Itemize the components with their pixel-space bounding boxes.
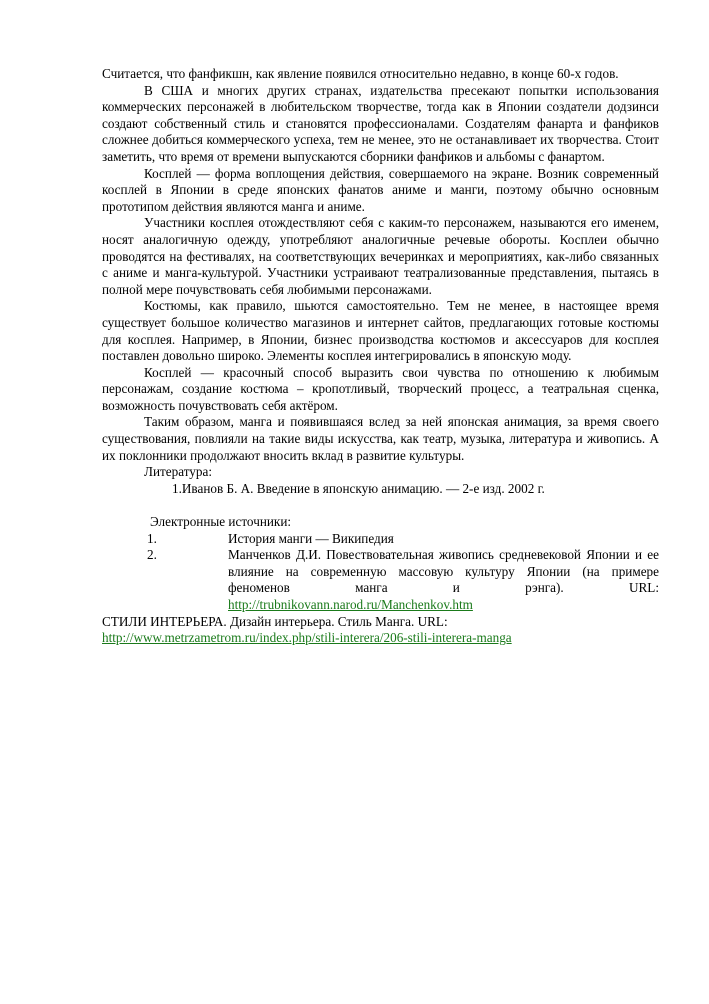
paragraph-costumes: Костюмы, как правило, шьются самостоятельно. Тем не менее, в настоящее время существует большое количество магазинов и интернет сайтов, предлагающих готовые костюмы для косплея. Например, в Японии, бизнес производства костюмов и аксессуаров для косплея поставлен довольно широко. Элементы косплея интегрировались в японскую моду. — [102, 298, 659, 364]
spacer — [102, 497, 659, 514]
paragraph-conclusion: Таким образом, манга и появившаяся вслед за ней японская анимация, за время своего существования, повлияли на такие виды искусства, как театр, музыка, литература и живопись. А их поклонники продолжают вносить вклад в развитие культуры. — [102, 414, 659, 463]
source-link[interactable]: http://www.metrzametrom.ru/index.php/stili-interera/206-stili-interera-manga — [102, 630, 512, 646]
electronic-sources-title: Электронные источники: — [150, 514, 292, 530]
document-body — [102, 66, 659, 647]
electronic-source-number: 1. — [147, 530, 157, 546]
electronic-source-number: 2. — [147, 547, 157, 563]
paragraph-usa-japan: В США и многих других странах, издательства пресекают попытки использования коммерческих персонажей в любительском творчестве, тогда как в Японии создатели додзинси создают собственный стиль и становятся профессионалами. Создателям фанарта и фанфиков сложнее добиться коммерческого успеха, тем не менее, это не останавливает их творчества. Стоит заметить, что время от времени выпускаются сборники фанфиков и альбомы с фанартом. — [102, 82, 659, 164]
electronic-source-extra — [102, 614, 659, 647]
source-link[interactable]: http://trubnikovann.narod.ru/Manchenkov.htm — [228, 597, 473, 612]
electronic-source-text: История манги — Википедия — [228, 530, 394, 546]
electronic-source-text: Манченков Д.И. Повествовательная живопись средневековой Японии и ее влияние на современную массовую культуру Японии (на примере феноменов манга и рэнга). URL: — [228, 547, 659, 596]
electronic-source-item — [102, 547, 659, 613]
paragraph-cosplay-definition: Косплей — форма воплощения действия, совершаемого на экране. Возник современный косплей в Японии в среде японских фанатов аниме и манги, поэтому обычно основным прототипом действия являются манга и аниме. — [102, 165, 659, 214]
electronic-source-item — [102, 531, 659, 548]
literature-item-text: Иванов Б. А. Введение в японскую анимацию. — 2-е изд. 2002 г. — [181, 480, 545, 496]
paragraph-fanfiction: Считается, что фанфикшн, как явление появился относительно недавно, в конце 60-х годов. — [102, 66, 619, 81]
electronic-source-extra-text: СТИЛИ ИНТЕРЬЕРА. Дизайн интерьера. Стиль Манга. URL: — [102, 613, 448, 629]
paragraph-cosplay-expression: Косплей — красочный способ выразить свои чувства по отношению к любимым персонажам, создание костюма – кропотливый, творческий процесс, а театральная сценка, возможность почувствовать себя актёром. — [102, 364, 659, 413]
literature-item-number: 1. — [172, 480, 182, 496]
literature-item — [172, 481, 659, 498]
paragraph-cosplay-participants: Участники косплея отождествляют себя с каким-то персонажем, называются его именем, носят аналогичную одежду, употребляют аналогичные речевые обороты. Косплеи обычно проводятся на фестивалях, на соответствующих вечеринках и мероприятиях, как-либо связанных с аниме и манга-культурой. Участники устраивают театрализованные представления, пытаясь в полной мере почувствовать себя любимыми персонажами. — [102, 215, 659, 297]
literature-title: Литература: — [144, 464, 213, 480]
